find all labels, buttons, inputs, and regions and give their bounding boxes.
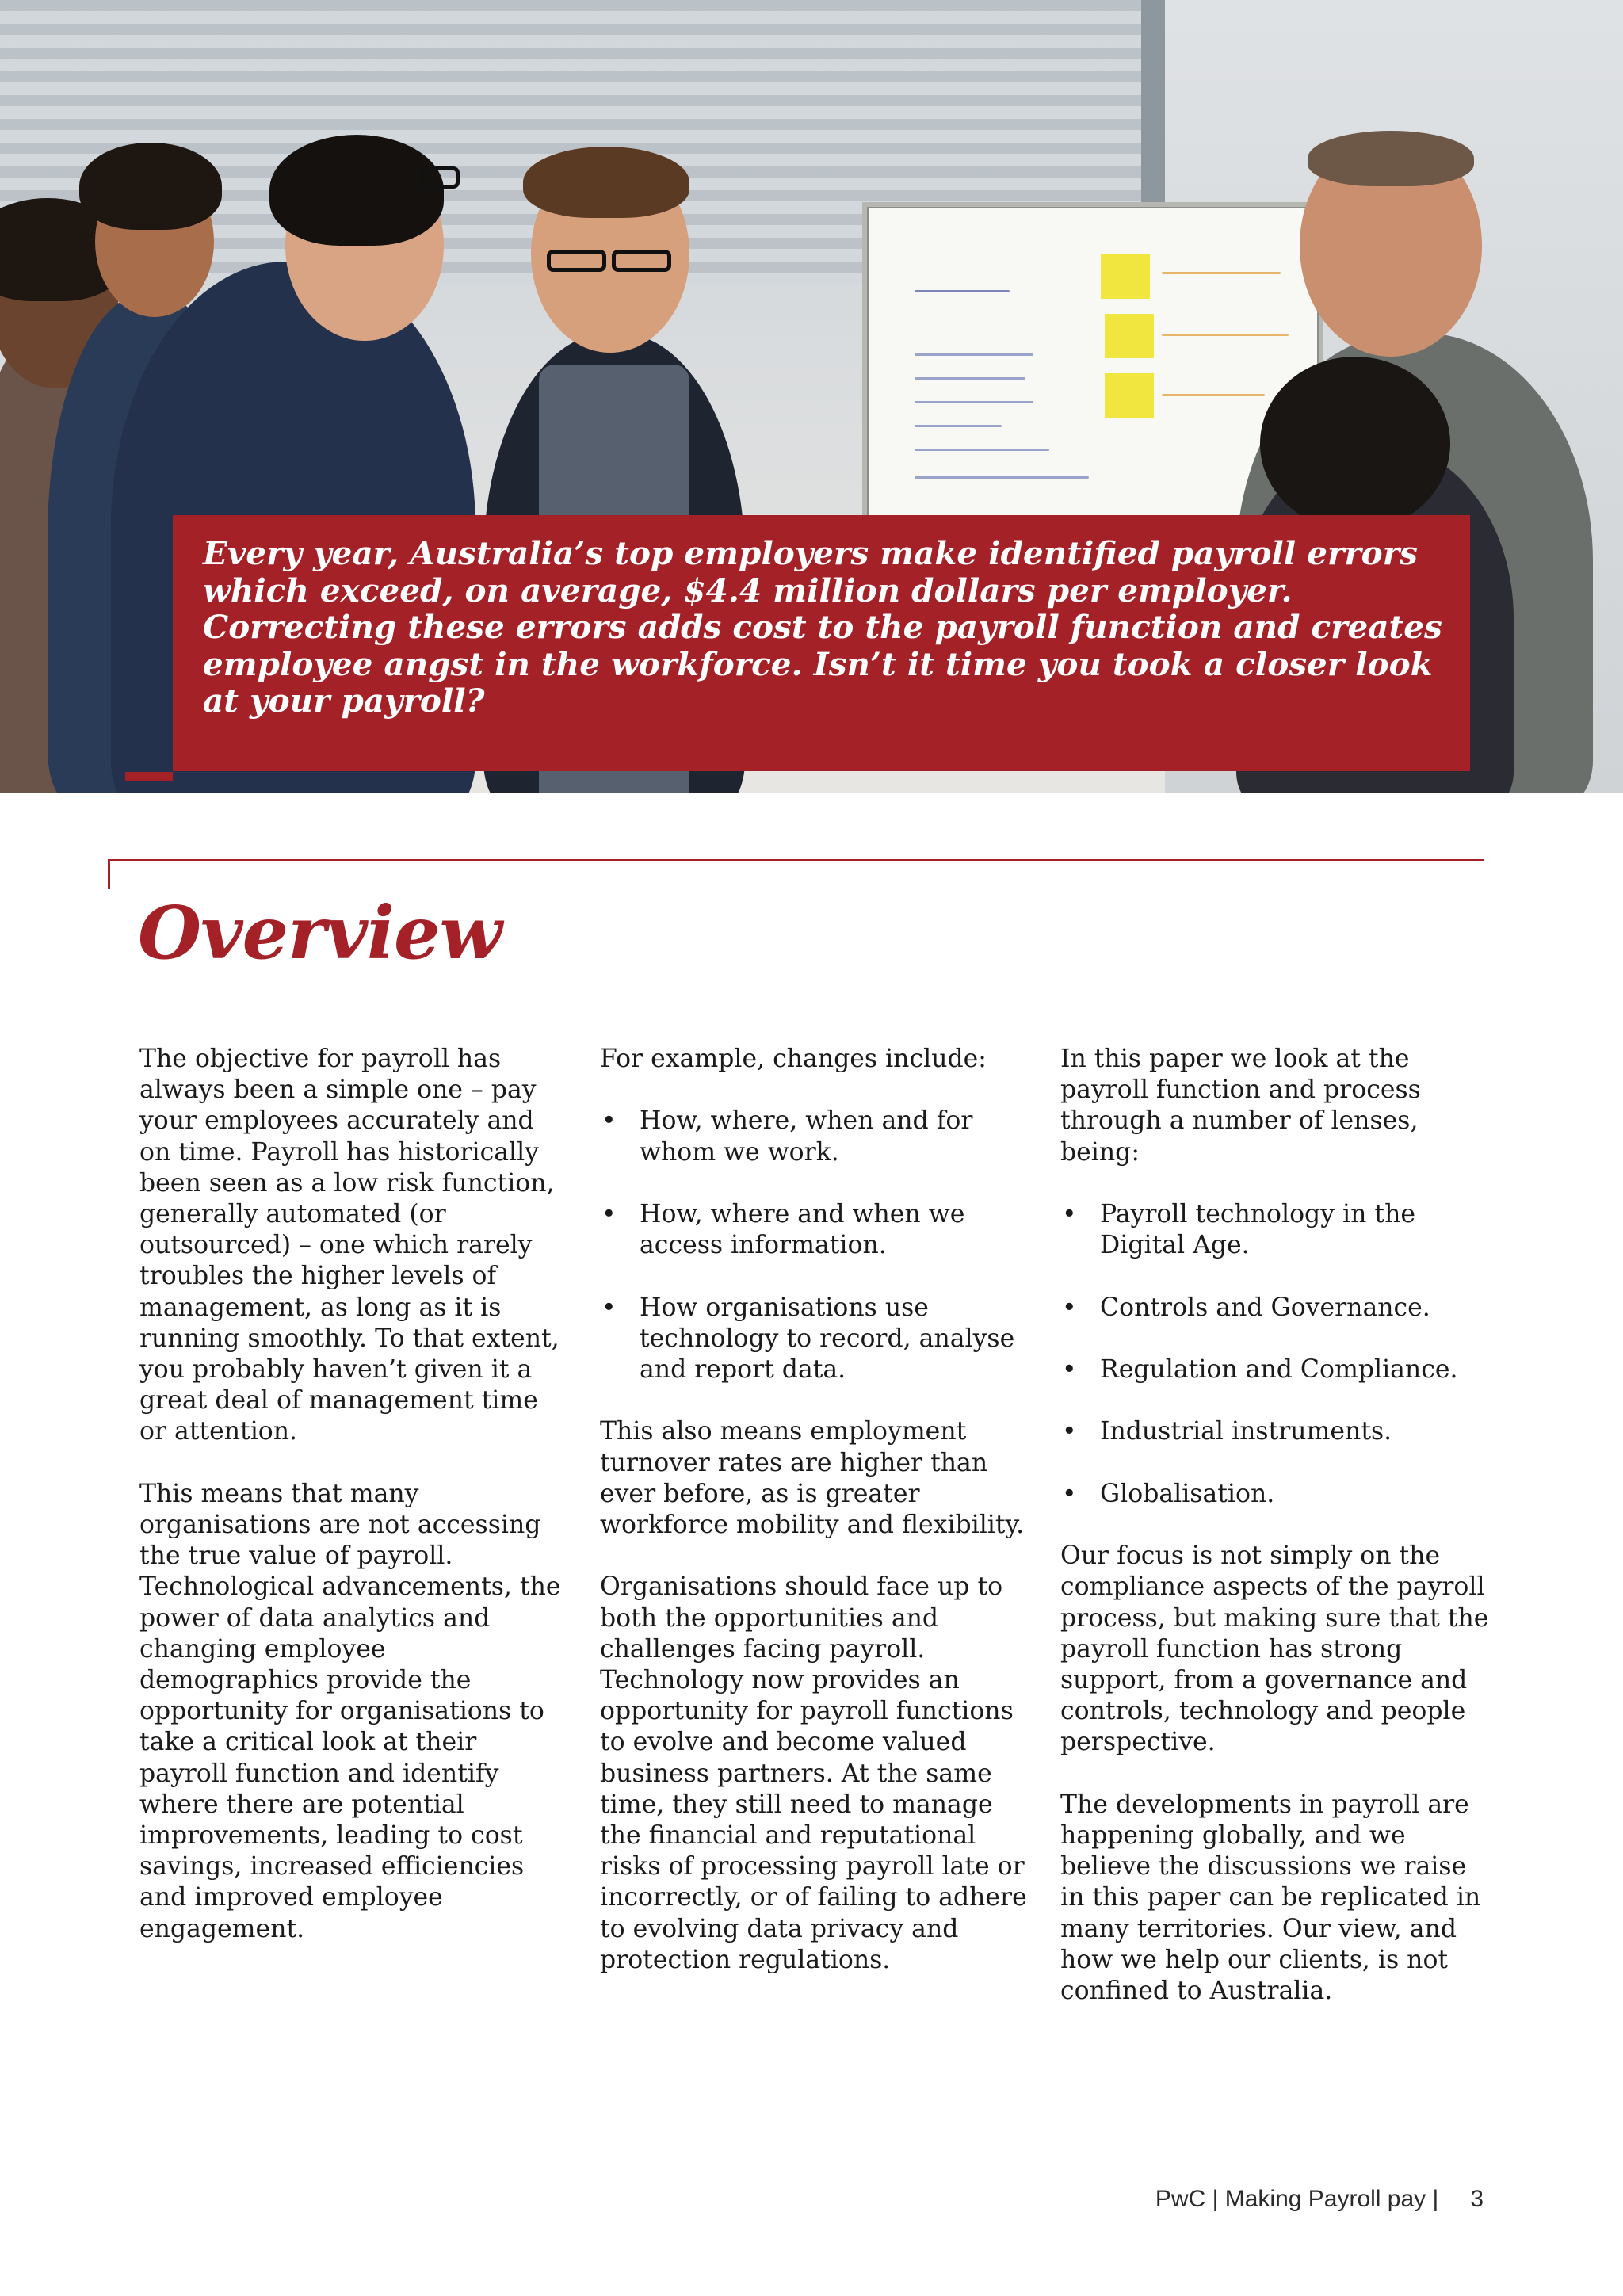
- callout-accent: [125, 772, 173, 781]
- section-rule: [108, 859, 1484, 861]
- section-rule-corner: [108, 859, 110, 889]
- column-3: [1060, 1044, 1492, 2038]
- paragraph: Our focus is not simply on the compliance aspects of the payroll process, but making sure that the payroll function has strong support, from a governance and controls, technology and people perspective.: [1060, 1541, 1489, 1757]
- list-item: • Globalisation.: [1060, 1479, 1492, 1510]
- column-1: [139, 1044, 567, 1976]
- paragraph: This also means employment turnover rates are higher than ever before, as is greater workforce mobility and flexibility.: [600, 1417, 1025, 1539]
- list-item: • How, where and when we access information.: [601, 1199, 965, 1260]
- column-2: [600, 1044, 1032, 2007]
- paragraph: Organisations should face up to both the opportunities and challenges facing payroll. Technology now provides an opportunity for payroll functions to evolve and become valued business partners. At the same time, they still need to manage the financial and reputational risks of processing payroll late or incorrectly, or of failing to adhere to evolving data privacy and protection regulations.: [600, 1572, 1027, 1974]
- paragraph: This means that many organisations are not accessing the true value of payroll. Technological advancements, the power of data analytics and changing employee demographics provide the opportunity for organisations to take a critical look at their payroll function and identify where there are potential improvements, leading to cost savings, increased efficiencies and improved employee engagement.: [139, 1479, 561, 1943]
- paragraph: The objective for payroll has always been a simple one – pay your employees accurately and on time. Payroll has historically been seen as a low risk function, generally automated (or outsourced) – one which rarely troubles the higher levels of management, as long as it is running smoothly. To that extent, you probably haven’t given it a great deal of management time or attention.: [139, 1045, 559, 1446]
- list-item: • How organisations use technology to record, analyse and report data.: [601, 1293, 1015, 1384]
- list-item: • Regulation and Compliance.: [1060, 1354, 1492, 1385]
- list-item: • Payroll technology in the Digital Age.: [1062, 1200, 1415, 1260]
- page-number: 3: [1470, 2186, 1484, 2212]
- bullet-icon: •: [601, 1106, 617, 1136]
- bullet-icon: •: [1062, 1354, 1077, 1384]
- bullet-icon: •: [1062, 1200, 1077, 1228]
- footer-text: PwC | Making Payroll pay |: [1155, 2186, 1439, 2212]
- bullet-icon: •: [1062, 1417, 1077, 1446]
- paragraph: The developments in payroll are happening globally, and we believe the discussions we raise in this paper can be replicated in many territories. Our view, and how we help our clients, is not confined to Australia.: [1060, 1790, 1481, 2005]
- list-item: • Industrial instruments.: [1060, 1416, 1492, 1447]
- bullet-icon: •: [601, 1199, 617, 1228]
- bullet-list: [1060, 1199, 1492, 1510]
- paragraph: In this paper we look at the payroll function and process through a number of lenses, being:: [1060, 1045, 1421, 1167]
- bullet-icon: •: [1062, 1293, 1077, 1322]
- bullet-icon: •: [601, 1293, 617, 1322]
- list-item: • Controls and Governance.: [1060, 1293, 1492, 1324]
- section-title: Overview: [138, 890, 502, 976]
- paragraph: For example, changes include:: [600, 1045, 987, 1073]
- page-footer: [1155, 2186, 1484, 2213]
- bullet-list: [600, 1106, 1032, 1385]
- list-item: • How, where, when and for whom we work.: [601, 1106, 973, 1167]
- callout-text: Every year, Australia’s top employers make identified payroll errors which exceed, on average, $4.4 million dollars per employer. Correcting these errors adds cost to the payroll function and creates employee angst in the workforce. Isn’t it time you took a closer look at your payroll?: [203, 534, 1442, 720]
- bullet-icon: •: [1062, 1479, 1077, 1508]
- callout-box: [173, 515, 1470, 771]
